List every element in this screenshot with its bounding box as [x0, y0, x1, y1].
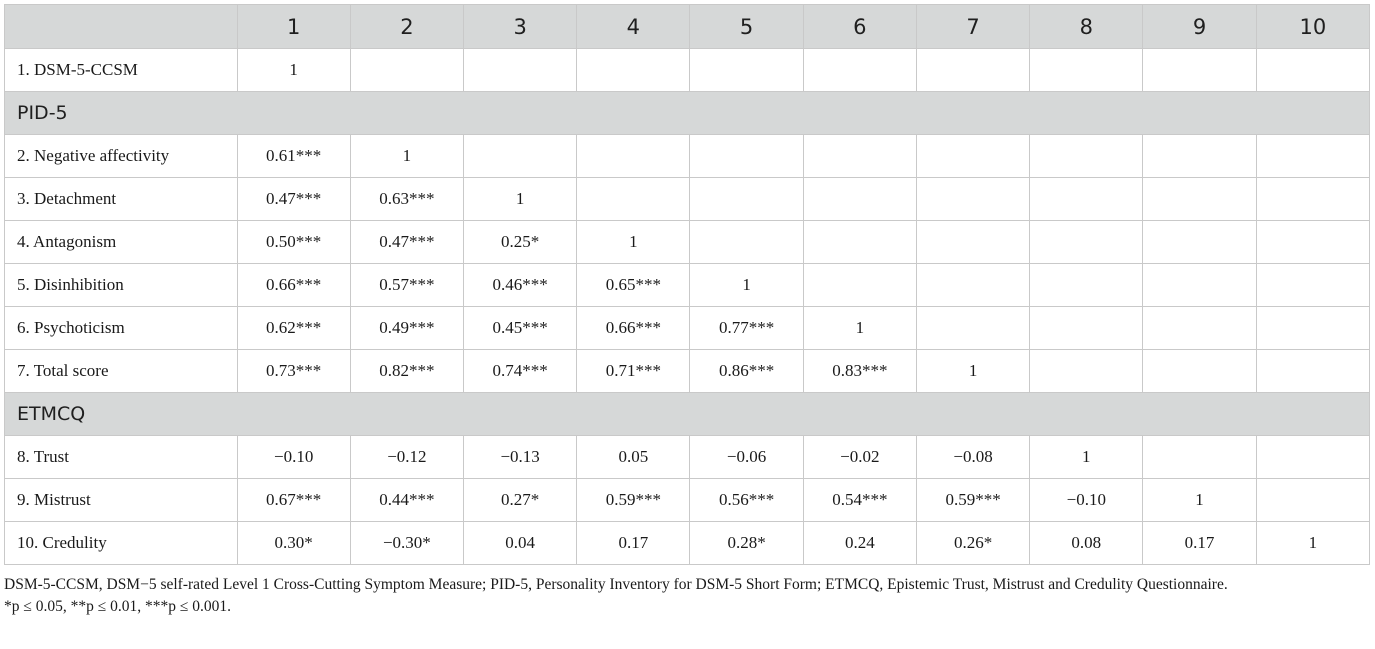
section-header-row	[5, 393, 1370, 436]
correlation-cell: −0.12	[350, 436, 463, 479]
correlation-cell	[1030, 221, 1143, 264]
correlation-cell: 1	[1143, 479, 1256, 522]
correlation-cell	[1030, 135, 1143, 178]
correlation-cell	[803, 135, 916, 178]
correlation-cell: 1	[237, 49, 350, 92]
correlation-cell	[803, 49, 916, 92]
correlation-cell: 1	[803, 307, 916, 350]
table-row	[5, 350, 1370, 393]
row-label: 1. DSM-5-CCSM	[5, 49, 238, 92]
abbreviations-note: DSM-5-CCSM, DSM−5 self-rated Level 1 Cross-Cutting Symptom Measure; PID-5, Personality Inventory for DSM-5 Short Form; ETMCQ, Epistemic Trust, Mistrust and Credulity Questionnaire.	[4, 576, 1228, 593]
correlation-cell	[1143, 307, 1256, 350]
row-label: 2. Negative affectivity	[5, 135, 238, 178]
table-row	[5, 49, 1370, 92]
table-header-row	[5, 5, 1370, 49]
correlation-cell	[1143, 221, 1256, 264]
row-label: 4. Antagonism	[5, 221, 238, 264]
table-row	[5, 436, 1370, 479]
correlation-cell: 1	[1256, 522, 1369, 565]
correlation-cell	[577, 178, 690, 221]
table-row	[5, 178, 1370, 221]
correlation-cell: 0.61***	[237, 135, 350, 178]
correlation-cell: 0.17	[577, 522, 690, 565]
correlation-cell: −0.02	[803, 436, 916, 479]
correlation-cell	[690, 135, 803, 178]
correlation-cell: 0.24	[803, 522, 916, 565]
table-row	[5, 307, 1370, 350]
correlation-cell: 0.08	[1030, 522, 1143, 565]
correlation-cell	[916, 264, 1029, 307]
correlation-cell: 0.59***	[916, 479, 1029, 522]
correlation-cell	[1143, 436, 1256, 479]
correlation-cell: 0.28*	[690, 522, 803, 565]
row-label: 5. Disinhibition	[5, 264, 238, 307]
correlation-cell: 0.73***	[237, 350, 350, 393]
correlation-cell: 1	[464, 178, 577, 221]
correlation-cell: 0.74***	[464, 350, 577, 393]
column-header: 9	[1143, 5, 1256, 49]
correlation-cell	[916, 221, 1029, 264]
table-footnote	[4, 574, 1370, 618]
table-body	[5, 49, 1370, 565]
correlation-cell: 0.71***	[577, 350, 690, 393]
correlation-cell: 0.50***	[237, 221, 350, 264]
correlation-cell: 1	[916, 350, 1029, 393]
correlation-cell: 0.04	[464, 522, 577, 565]
table-row	[5, 522, 1370, 565]
correlation-cell	[1256, 436, 1369, 479]
table-row	[5, 264, 1370, 307]
correlation-cell	[690, 178, 803, 221]
correlation-cell	[1143, 49, 1256, 92]
correlation-cell	[1143, 350, 1256, 393]
column-header: 5	[690, 5, 803, 49]
correlation-cell	[464, 135, 577, 178]
column-header: 7	[916, 5, 1029, 49]
correlation-cell: 0.05	[577, 436, 690, 479]
correlation-cell	[1030, 307, 1143, 350]
correlation-cell: 0.25*	[464, 221, 577, 264]
correlation-cell: 1	[350, 135, 463, 178]
correlation-cell: 0.57***	[350, 264, 463, 307]
correlation-table	[4, 4, 1370, 565]
correlation-cell: 0.47***	[350, 221, 463, 264]
correlation-cell: 1	[577, 221, 690, 264]
row-label: 6. Psychoticism	[5, 307, 238, 350]
correlation-cell: 0.82***	[350, 350, 463, 393]
correlation-cell	[1256, 221, 1369, 264]
correlation-cell	[577, 135, 690, 178]
column-header: 2	[350, 5, 463, 49]
header-corner-cell	[5, 5, 238, 49]
correlation-cell: 0.66***	[577, 307, 690, 350]
significance-note: *p ≤ 0.05, **p ≤ 0.01, ***p ≤ 0.001.	[4, 598, 232, 615]
correlation-cell: 0.44***	[350, 479, 463, 522]
correlation-cell	[464, 49, 577, 92]
row-label: 3. Detachment	[5, 178, 238, 221]
correlation-cell: 0.54***	[803, 479, 916, 522]
correlation-cell	[1030, 264, 1143, 307]
correlation-cell	[1256, 49, 1369, 92]
correlation-cell: 0.63***	[350, 178, 463, 221]
correlation-cell	[1256, 350, 1369, 393]
correlation-cell	[690, 49, 803, 92]
column-header: 6	[803, 5, 916, 49]
table-row	[5, 221, 1370, 264]
correlation-cell	[350, 49, 463, 92]
correlation-cell: 0.59***	[577, 479, 690, 522]
correlation-cell	[1256, 307, 1369, 350]
correlation-cell: 0.49***	[350, 307, 463, 350]
correlation-cell: 0.45***	[464, 307, 577, 350]
correlation-cell: 0.46***	[464, 264, 577, 307]
correlation-cell	[916, 307, 1029, 350]
correlation-cell	[1030, 49, 1143, 92]
correlation-cell: 0.26*	[916, 522, 1029, 565]
section-label: PID-5	[5, 92, 1370, 135]
correlation-cell	[690, 221, 803, 264]
correlation-cell: 0.66***	[237, 264, 350, 307]
correlation-table-container	[4, 4, 1370, 565]
correlation-cell: 0.65***	[577, 264, 690, 307]
correlation-cell	[1256, 135, 1369, 178]
correlation-cell: −0.08	[916, 436, 1029, 479]
table-row	[5, 479, 1370, 522]
correlation-cell: −0.10	[237, 436, 350, 479]
correlation-cell: 1	[690, 264, 803, 307]
correlation-cell: 0.77***	[690, 307, 803, 350]
correlation-cell	[1143, 264, 1256, 307]
column-header: 1	[237, 5, 350, 49]
correlation-cell: 0.62***	[237, 307, 350, 350]
correlation-cell: 0.47***	[237, 178, 350, 221]
correlation-cell	[1143, 178, 1256, 221]
section-label: ETMCQ	[5, 393, 1370, 436]
correlation-cell	[916, 49, 1029, 92]
correlation-cell: −0.30*	[350, 522, 463, 565]
row-label: 10. Credulity	[5, 522, 238, 565]
correlation-cell: 0.67***	[237, 479, 350, 522]
correlation-cell: 0.27*	[464, 479, 577, 522]
section-header-row	[5, 92, 1370, 135]
correlation-cell: 0.86***	[690, 350, 803, 393]
correlation-cell	[916, 135, 1029, 178]
column-header: 10	[1256, 5, 1369, 49]
correlation-cell: 1	[1030, 436, 1143, 479]
correlation-cell: 0.56***	[690, 479, 803, 522]
correlation-cell	[1030, 350, 1143, 393]
correlation-cell	[1256, 178, 1369, 221]
row-label: 8. Trust	[5, 436, 238, 479]
row-label: 9. Mistrust	[5, 479, 238, 522]
correlation-cell	[1256, 264, 1369, 307]
correlation-cell: −0.10	[1030, 479, 1143, 522]
correlation-cell	[1030, 178, 1143, 221]
correlation-cell	[1256, 479, 1369, 522]
correlation-cell: −0.13	[464, 436, 577, 479]
table-row	[5, 135, 1370, 178]
row-label: 7. Total score	[5, 350, 238, 393]
correlation-cell	[803, 178, 916, 221]
correlation-cell: 0.83***	[803, 350, 916, 393]
column-header: 3	[464, 5, 577, 49]
correlation-cell	[916, 178, 1029, 221]
correlation-cell: 0.17	[1143, 522, 1256, 565]
column-header: 8	[1030, 5, 1143, 49]
correlation-cell	[803, 264, 916, 307]
correlation-cell	[1143, 135, 1256, 178]
correlation-cell	[577, 49, 690, 92]
correlation-cell	[803, 221, 916, 264]
column-header: 4	[577, 5, 690, 49]
correlation-cell: 0.30*	[237, 522, 350, 565]
correlation-cell: −0.06	[690, 436, 803, 479]
